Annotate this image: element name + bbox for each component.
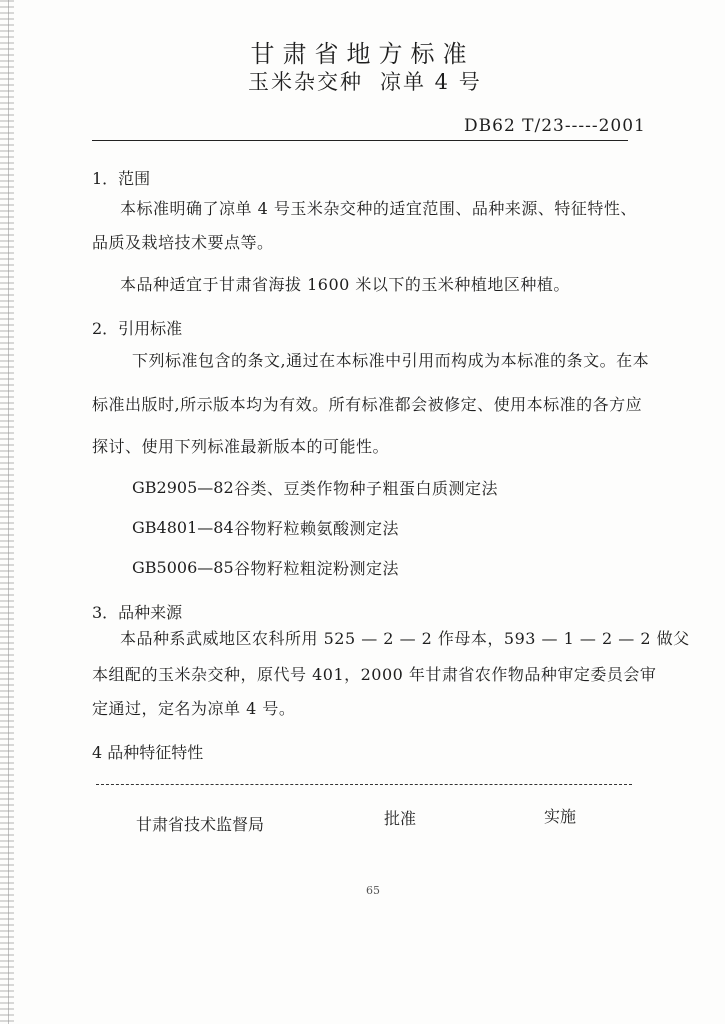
reference-code: GB2905—82 (132, 478, 234, 497)
section-1-paragraph-2: 本品种适宜于甘肃省海拔 1600 米以下的玉米种植地区种植。 (120, 275, 570, 294)
variety-name: 凉单 4 号 (380, 70, 482, 94)
header-rule (92, 140, 628, 141)
reference-code: GB4801—84 (132, 518, 234, 537)
section-3-heading: 3．品种来源 (92, 603, 183, 622)
binding-edge (0, 0, 14, 1024)
section-2-paragraph-line-3: 探讨、使用下列标准最新版本的可能性。 (92, 437, 390, 456)
section-2-heading: 2．引用标准 (92, 319, 183, 338)
document-title: 甘肃省地方标准 (250, 40, 475, 68)
section-1-paragraph-1-line-2: 品质及栽培技术要点等。 (92, 233, 274, 252)
reference-name: 谷类、豆类作物种子粗蛋白质测定法 (234, 479, 499, 498)
page-number: 65 (366, 884, 380, 897)
section-3-paragraph-line-1: 本品种系武威地区农科所用 525 — 2 — 2 作母本，593 — 1 — 2 — 2 做父 (120, 629, 690, 648)
section-2-paragraph-line-2: 标准出版时,所示版本均为有效。所有标准都会被修定、使用本标准的各方应 (92, 395, 643, 414)
reference-name: 谷物籽粒粗淀粉测定法 (234, 559, 400, 578)
approval-date-label: 批准 (384, 809, 417, 828)
section-4-heading: 4 品种特征特性 (92, 743, 204, 762)
reference-name: 谷物籽粒赖氨酸测定法 (234, 519, 400, 538)
section-3-paragraph-line-2: 本组配的玉米杂交种，原代号 401，2000 年甘肃省农作物品种审定委员会审 (92, 665, 657, 684)
implementation-date-label: 实施 (544, 807, 577, 826)
section-1-heading: 1．范围 (92, 169, 151, 188)
footer-rule (96, 784, 632, 785)
standard-number: DB62 T/23-----2001 (464, 116, 646, 136)
reference-code: GB5006—85 (132, 558, 234, 577)
section-3-paragraph-line-3: 定通过，定名为凉单 4 号。 (92, 699, 296, 718)
binding-line (8, 0, 9, 1024)
section-2-paragraph-line-1: 下列标准包含的条文,通过在本标准中引用而构成为本标准的条文。在本 (132, 351, 650, 370)
issuing-authority: 甘肃省技术监督局 (136, 815, 265, 834)
section-1-paragraph-1-line-1: 本标准明确了凉单 4 号玉米杂交种的适宜范围、品种来源、特征特性、 (120, 199, 637, 218)
variety-category: 玉米杂交种 (248, 70, 363, 94)
